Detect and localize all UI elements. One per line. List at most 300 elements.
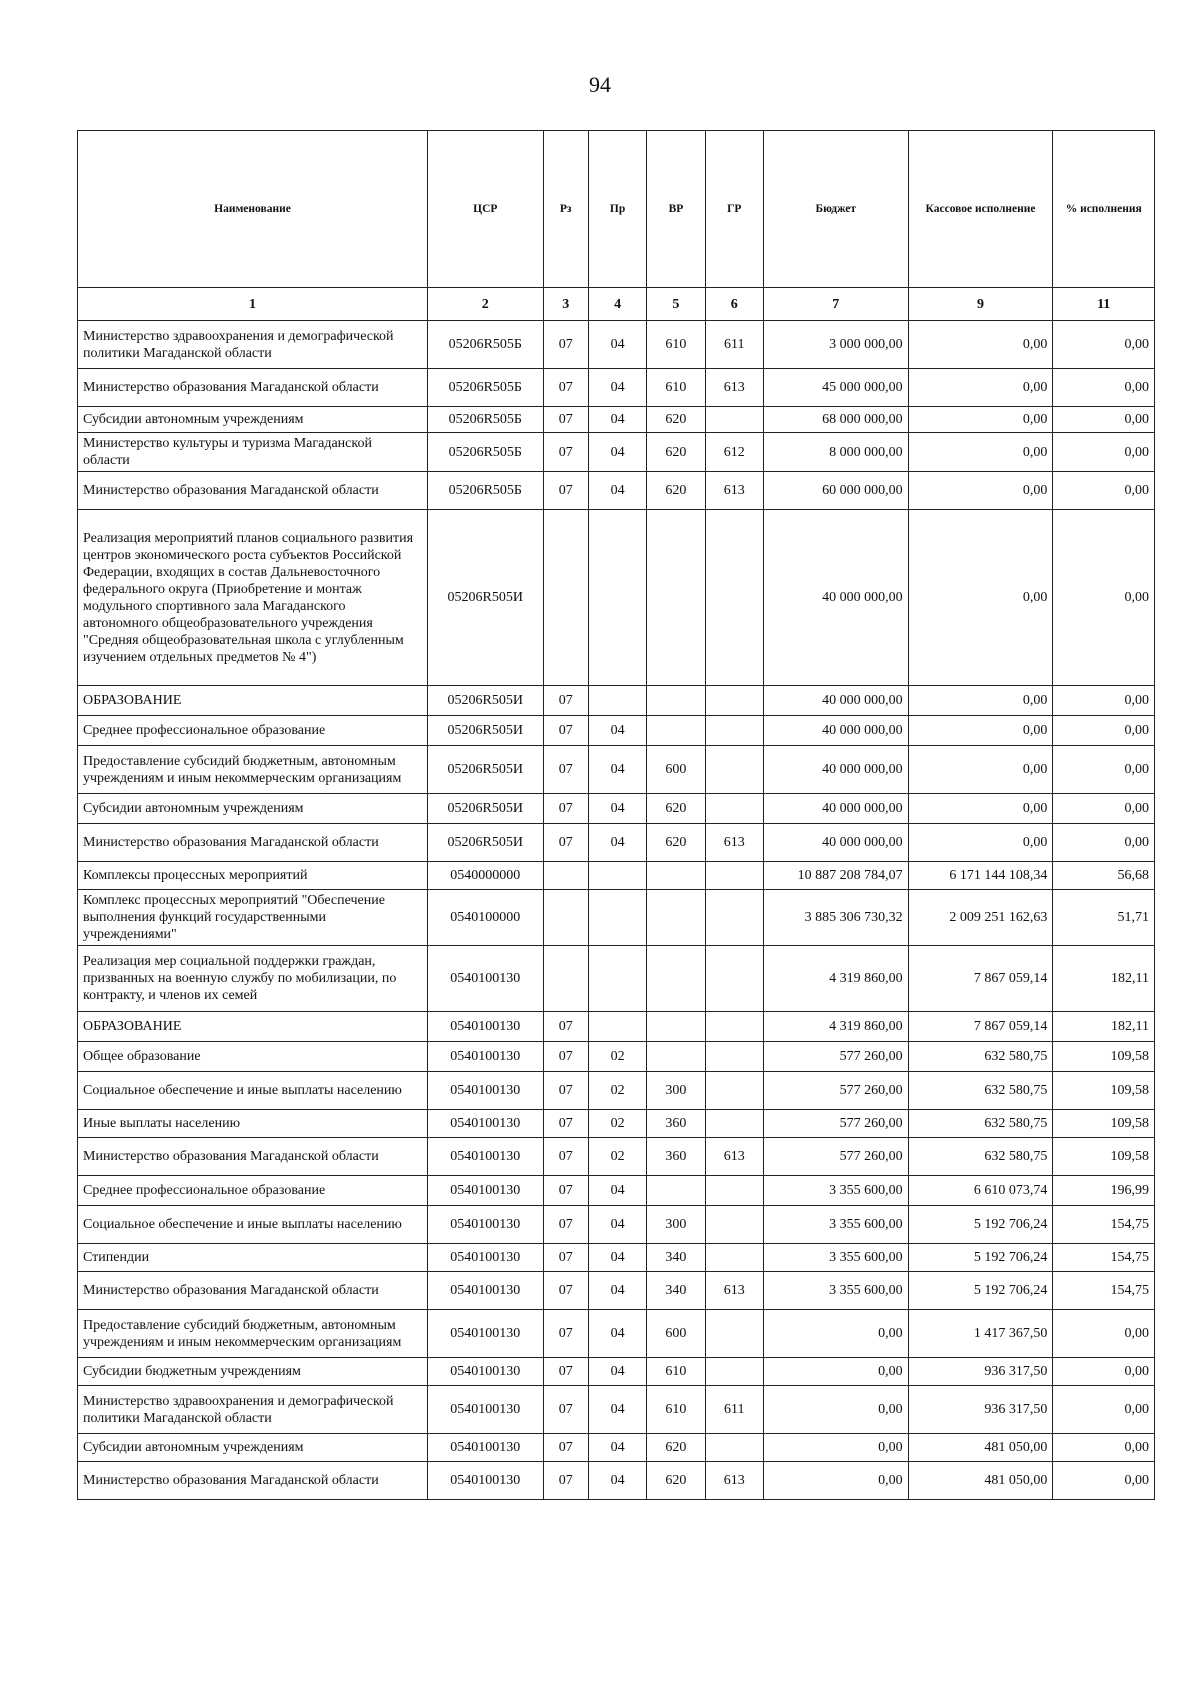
cell-cash: 1 417 367,50 [908,1310,1053,1358]
cell-pr [588,946,646,1012]
cell-budget: 8 000 000,00 [763,433,908,472]
cell-pct: 51,71 [1053,890,1155,946]
cell-pr: 04 [588,1206,646,1244]
cell-name: Субсидии автономным учреждениям [78,1434,428,1462]
table-row [78,1434,1155,1462]
cell-csr: 0540100130 [427,946,543,1012]
cell-name: Социальное обеспечение и иные выплаты населению [78,1206,428,1244]
cell-csr: 0540100130 [427,1138,543,1176]
col-header-pr: Пр [588,131,646,288]
table-row [78,824,1155,862]
budget-execution-table [77,130,1155,1500]
cell-budget: 3 355 600,00 [763,1272,908,1310]
table-row [78,1042,1155,1072]
cell-pct: 0,00 [1053,369,1155,407]
table-row [78,1358,1155,1386]
cell-rz: 07 [543,1272,588,1310]
cell-pr [588,862,646,890]
cell-name: Среднее профессиональное образование [78,716,428,746]
cell-pct: 0,00 [1053,407,1155,433]
cell-budget: 0,00 [763,1310,908,1358]
cell-rz: 07 [543,321,588,369]
cell-name: Социальное обеспечение и иные выплаты населению [78,1072,428,1110]
cell-rz: 07 [543,1310,588,1358]
cell-budget: 60 000 000,00 [763,472,908,510]
cell-gr [705,1012,763,1042]
cell-budget: 40 000 000,00 [763,824,908,862]
cell-rz: 07 [543,1386,588,1434]
table-row [78,1272,1155,1310]
cell-budget: 40 000 000,00 [763,686,908,716]
cell-pr: 04 [588,794,646,824]
cell-pct: 0,00 [1053,746,1155,794]
cell-gr: 613 [705,1138,763,1176]
cell-name: Министерство образования Магаданской области [78,1138,428,1176]
cell-pct: 182,11 [1053,946,1155,1012]
cell-name: Министерство культуры и туризма Магаданской области [78,433,428,472]
cell-pr: 04 [588,407,646,433]
table-row [78,794,1155,824]
cell-pct: 109,58 [1053,1042,1155,1072]
cell-csr: 05206R505И [427,794,543,824]
cell-csr: 0540100130 [427,1358,543,1386]
cell-vr [647,686,705,716]
cell-budget: 577 260,00 [763,1042,908,1072]
col-number: 6 [705,288,763,321]
cell-vr: 300 [647,1072,705,1110]
cell-budget: 10 887 208 784,07 [763,862,908,890]
table-row [78,716,1155,746]
cell-budget: 3 000 000,00 [763,321,908,369]
cell-pct: 196,99 [1053,1176,1155,1206]
cell-rz [543,510,588,686]
cell-pct: 0,00 [1053,686,1155,716]
cell-gr: 613 [705,369,763,407]
cell-cash: 2 009 251 162,63 [908,890,1053,946]
table-row [78,1176,1155,1206]
cell-pr: 04 [588,824,646,862]
cell-pct: 0,00 [1053,510,1155,686]
cell-name: ОБРАЗОВАНИЕ [78,1012,428,1042]
cell-vr [647,946,705,1012]
cell-vr: 600 [647,1310,705,1358]
cell-rz: 07 [543,472,588,510]
cell-rz: 07 [543,369,588,407]
cell-pr: 04 [588,716,646,746]
cell-name: Министерство здравоохранения и демографической политики Магаданской области [78,321,428,369]
cell-vr [647,1042,705,1072]
cell-pr: 02 [588,1138,646,1176]
table-row [78,472,1155,510]
cell-vr [647,716,705,746]
col-header-csr: ЦСР [427,131,543,288]
cell-name: Среднее профессиональное образование [78,1176,428,1206]
cell-csr: 05206R505Б [427,407,543,433]
cell-pr: 04 [588,1176,646,1206]
cell-rz: 07 [543,1244,588,1272]
cell-cash: 0,00 [908,746,1053,794]
cell-vr: 610 [647,1386,705,1434]
cell-name: Иные выплаты населению [78,1110,428,1138]
col-header-budget: Бюджет [763,131,908,288]
table-row [78,1462,1155,1500]
cell-gr [705,1042,763,1072]
table-row [78,1012,1155,1042]
cell-gr [705,510,763,686]
table-row [78,890,1155,946]
col-number: 4 [588,288,646,321]
cell-csr: 05206R505И [427,746,543,794]
cell-cash: 5 192 706,24 [908,1206,1053,1244]
cell-csr: 0540100130 [427,1244,543,1272]
cell-budget: 4 319 860,00 [763,946,908,1012]
cell-cash: 481 050,00 [908,1462,1053,1500]
cell-pct: 56,68 [1053,862,1155,890]
cell-pr: 04 [588,1244,646,1272]
cell-rz: 07 [543,407,588,433]
cell-pct: 109,58 [1053,1138,1155,1176]
cell-csr: 0540100130 [427,1206,543,1244]
cell-pct: 0,00 [1053,1310,1155,1358]
cell-pr: 04 [588,1462,646,1500]
cell-vr: 620 [647,1462,705,1500]
cell-vr: 340 [647,1272,705,1310]
table-row [78,1138,1155,1176]
cell-cash: 5 192 706,24 [908,1244,1053,1272]
table-row [78,1206,1155,1244]
cell-budget: 0,00 [763,1462,908,1500]
table-row [78,321,1155,369]
col-header-rz: Рз [543,131,588,288]
cell-csr: 0540100130 [427,1310,543,1358]
table-row [78,510,1155,686]
cell-cash: 0,00 [908,794,1053,824]
table-row [78,1386,1155,1434]
cell-budget: 4 319 860,00 [763,1012,908,1042]
cell-pct: 154,75 [1053,1244,1155,1272]
cell-pr: 04 [588,369,646,407]
cell-vr [647,1012,705,1042]
cell-csr: 05206R505Б [427,369,543,407]
cell-pr: 04 [588,746,646,794]
cell-pct: 0,00 [1053,716,1155,746]
col-header-gr: ГР [705,131,763,288]
cell-csr: 0540100000 [427,890,543,946]
cell-pct: 154,75 [1053,1272,1155,1310]
cell-budget: 3 885 306 730,32 [763,890,908,946]
cell-rz: 07 [543,1434,588,1462]
cell-gr [705,1358,763,1386]
cell-vr: 340 [647,1244,705,1272]
cell-csr: 05206R505Б [427,321,543,369]
table-row [78,862,1155,890]
cell-budget: 40 000 000,00 [763,510,908,686]
cell-gr [705,862,763,890]
cell-pct: 0,00 [1053,1434,1155,1462]
cell-name: Общее образование [78,1042,428,1072]
cell-vr: 600 [647,746,705,794]
table-row [78,1110,1155,1138]
cell-name: Реализация мер социальной поддержки граждан, призванных на военную службу по мобилизации, по контракту, и членов их семей [78,946,428,1012]
cell-name: Реализация мероприятий планов социального развития центров экономического роста субъектов Российской Федерации, входящих в состав Дальневосточного федерального округа (Приобретение и монтаж модульного спортивного зала Магаданского автономного общеобразовательного учреждения "Средняя общеобразовательная школа с углубленным изучением отдельных предметов № 4") [78,510,428,686]
table-row [78,369,1155,407]
cell-name: Предоставление субсидий бюджетным, автономным учреждениям и иным некоммерческим организациям [78,1310,428,1358]
cell-cash: 632 580,75 [908,1110,1053,1138]
cell-rz: 07 [543,1012,588,1042]
cell-vr: 360 [647,1110,705,1138]
cell-cash: 7 867 059,14 [908,946,1053,1012]
cell-rz: 07 [543,1138,588,1176]
cell-pr: 04 [588,433,646,472]
cell-cash: 936 317,50 [908,1358,1053,1386]
cell-csr: 0540100130 [427,1272,543,1310]
cell-vr: 620 [647,472,705,510]
cell-cash: 0,00 [908,472,1053,510]
cell-name: Субсидии автономным учреждениям [78,407,428,433]
cell-gr: 613 [705,472,763,510]
cell-rz: 07 [543,1358,588,1386]
cell-pr: 02 [588,1042,646,1072]
cell-csr: 05206R505И [427,824,543,862]
cell-cash: 0,00 [908,407,1053,433]
cell-name: Комплексы процессных мероприятий [78,862,428,890]
cell-pr: 04 [588,472,646,510]
col-number: 1 [78,288,428,321]
cell-budget: 577 260,00 [763,1110,908,1138]
cell-pct: 109,58 [1053,1110,1155,1138]
cell-gr: 611 [705,1386,763,1434]
cell-gr: 612 [705,433,763,472]
cell-pct: 182,11 [1053,1012,1155,1042]
cell-cash: 7 867 059,14 [908,1012,1053,1042]
cell-budget: 40 000 000,00 [763,794,908,824]
cell-pr [588,1012,646,1042]
cell-budget: 0,00 [763,1386,908,1434]
cell-pct: 0,00 [1053,1358,1155,1386]
table-header-row [78,131,1155,288]
cell-csr: 05206R505Б [427,472,543,510]
cell-budget: 68 000 000,00 [763,407,908,433]
cell-cash: 0,00 [908,433,1053,472]
table-row [78,407,1155,433]
cell-rz [543,946,588,1012]
cell-rz: 07 [543,794,588,824]
cell-gr [705,794,763,824]
cell-cash: 5 192 706,24 [908,1272,1053,1310]
table-row [78,946,1155,1012]
cell-vr: 360 [647,1138,705,1176]
table-row [78,433,1155,472]
cell-name: Министерство образования Магаданской области [78,1272,428,1310]
cell-pct: 0,00 [1053,824,1155,862]
cell-name: Министерство здравоохранения и демографической политики Магаданской области [78,1386,428,1434]
cell-vr: 610 [647,1358,705,1386]
cell-gr: 613 [705,1462,763,1500]
cell-gr [705,1072,763,1110]
cell-pct: 109,58 [1053,1072,1155,1110]
table-row [78,1072,1155,1110]
cell-csr: 0540100130 [427,1386,543,1434]
cell-gr [705,1176,763,1206]
cell-name: Министерство образования Магаданской области [78,824,428,862]
cell-csr: 05206R505И [427,686,543,716]
cell-cash: 6 171 144 108,34 [908,862,1053,890]
cell-cash: 0,00 [908,321,1053,369]
cell-pct: 154,75 [1053,1206,1155,1244]
col-number: 2 [427,288,543,321]
cell-budget: 0,00 [763,1434,908,1462]
cell-budget: 3 355 600,00 [763,1206,908,1244]
cell-csr: 0540100130 [427,1072,543,1110]
cell-pct: 0,00 [1053,321,1155,369]
col-header-cash: Кассовое исполнение [908,131,1053,288]
cell-gr [705,716,763,746]
cell-name: Стипендии [78,1244,428,1272]
cell-csr: 0540100130 [427,1176,543,1206]
cell-budget: 577 260,00 [763,1138,908,1176]
cell-gr [705,1244,763,1272]
cell-vr [647,1176,705,1206]
cell-rz: 07 [543,686,588,716]
cell-rz: 07 [543,716,588,746]
cell-pct: 0,00 [1053,1386,1155,1434]
cell-name: ОБРАЗОВАНИЕ [78,686,428,716]
cell-budget: 577 260,00 [763,1072,908,1110]
col-number: 5 [647,288,705,321]
cell-name: Субсидии автономным учреждениям [78,794,428,824]
cell-gr [705,1434,763,1462]
cell-name: Комплекс процессных мероприятий "Обеспечение выполнения функций государственными учреждениями" [78,890,428,946]
cell-csr: 05206R505И [427,716,543,746]
cell-pr: 04 [588,1358,646,1386]
cell-pr: 04 [588,1310,646,1358]
cell-gr [705,746,763,794]
cell-gr [705,1110,763,1138]
cell-vr: 300 [647,1206,705,1244]
table-row [78,686,1155,716]
cell-rz: 07 [543,1042,588,1072]
cell-vr: 620 [647,824,705,862]
cell-vr: 620 [647,1434,705,1462]
cell-budget: 40 000 000,00 [763,716,908,746]
cell-pr: 04 [588,1386,646,1434]
cell-pr: 04 [588,1272,646,1310]
cell-csr: 05206R505И [427,510,543,686]
cell-budget: 3 355 600,00 [763,1176,908,1206]
cell-name: Субсидии бюджетным учреждениям [78,1358,428,1386]
cell-rz: 07 [543,824,588,862]
cell-gr [705,407,763,433]
cell-vr [647,510,705,686]
cell-name: Министерство образования Магаданской области [78,369,428,407]
col-header-pct: % исполнения [1053,131,1155,288]
cell-gr [705,890,763,946]
cell-cash: 0,00 [908,686,1053,716]
cell-csr: 0540100130 [427,1110,543,1138]
cell-cash: 936 317,50 [908,1386,1053,1434]
col-header-name: Наименование [78,131,428,288]
cell-csr: 0540100130 [427,1434,543,1462]
cell-pr: 04 [588,1434,646,1462]
cell-cash: 481 050,00 [908,1434,1053,1462]
cell-rz: 07 [543,746,588,794]
cell-gr [705,1206,763,1244]
cell-rz: 07 [543,1462,588,1500]
cell-pr: 02 [588,1072,646,1110]
cell-vr [647,890,705,946]
cell-name: Министерство образования Магаданской области [78,1462,428,1500]
cell-pr: 04 [588,321,646,369]
cell-cash: 632 580,75 [908,1138,1053,1176]
cell-csr: 0540100130 [427,1042,543,1072]
cell-rz [543,862,588,890]
cell-csr: 0540100130 [427,1012,543,1042]
cell-name: Министерство образования Магаданской области [78,472,428,510]
cell-vr: 610 [647,369,705,407]
col-number: 11 [1053,288,1155,321]
cell-gr [705,1310,763,1358]
cell-gr [705,946,763,1012]
cell-budget: 40 000 000,00 [763,746,908,794]
cell-gr: 613 [705,1272,763,1310]
cell-rz: 07 [543,1072,588,1110]
cell-rz: 07 [543,1206,588,1244]
table-body [78,321,1155,1500]
cell-vr: 620 [647,433,705,472]
cell-cash: 0,00 [908,716,1053,746]
cell-cash: 0,00 [908,369,1053,407]
cell-pct: 0,00 [1053,1462,1155,1500]
cell-csr: 05206R505Б [427,433,543,472]
cell-vr: 620 [647,794,705,824]
cell-cash: 632 580,75 [908,1072,1053,1110]
cell-csr: 0540100130 [427,1462,543,1500]
cell-rz: 07 [543,1176,588,1206]
column-number-row [78,288,1155,321]
cell-pr [588,510,646,686]
cell-gr [705,686,763,716]
table-row [78,746,1155,794]
cell-gr: 611 [705,321,763,369]
cell-budget: 45 000 000,00 [763,369,908,407]
table-row [78,1244,1155,1272]
cell-pct: 0,00 [1053,472,1155,510]
cell-pct: 0,00 [1053,433,1155,472]
cell-cash: 0,00 [908,824,1053,862]
cell-pr [588,686,646,716]
page-number: 94 [589,72,611,97]
cell-pr [588,890,646,946]
cell-pr: 02 [588,1110,646,1138]
col-number: 9 [908,288,1053,321]
cell-vr [647,862,705,890]
table-row [78,1310,1155,1358]
cell-rz [543,890,588,946]
cell-csr: 0540000000 [427,862,543,890]
cell-rz: 07 [543,433,588,472]
cell-cash: 0,00 [908,510,1053,686]
col-number: 7 [763,288,908,321]
cell-cash: 6 610 073,74 [908,1176,1053,1206]
cell-pct: 0,00 [1053,794,1155,824]
col-header-vr: ВР [647,131,705,288]
cell-budget: 0,00 [763,1358,908,1386]
cell-cash: 632 580,75 [908,1042,1053,1072]
cell-name: Предоставление субсидий бюджетным, автономным учреждениям и иным некоммерческим организациям [78,746,428,794]
cell-vr: 610 [647,321,705,369]
cell-rz: 07 [543,1110,588,1138]
cell-vr: 620 [647,407,705,433]
